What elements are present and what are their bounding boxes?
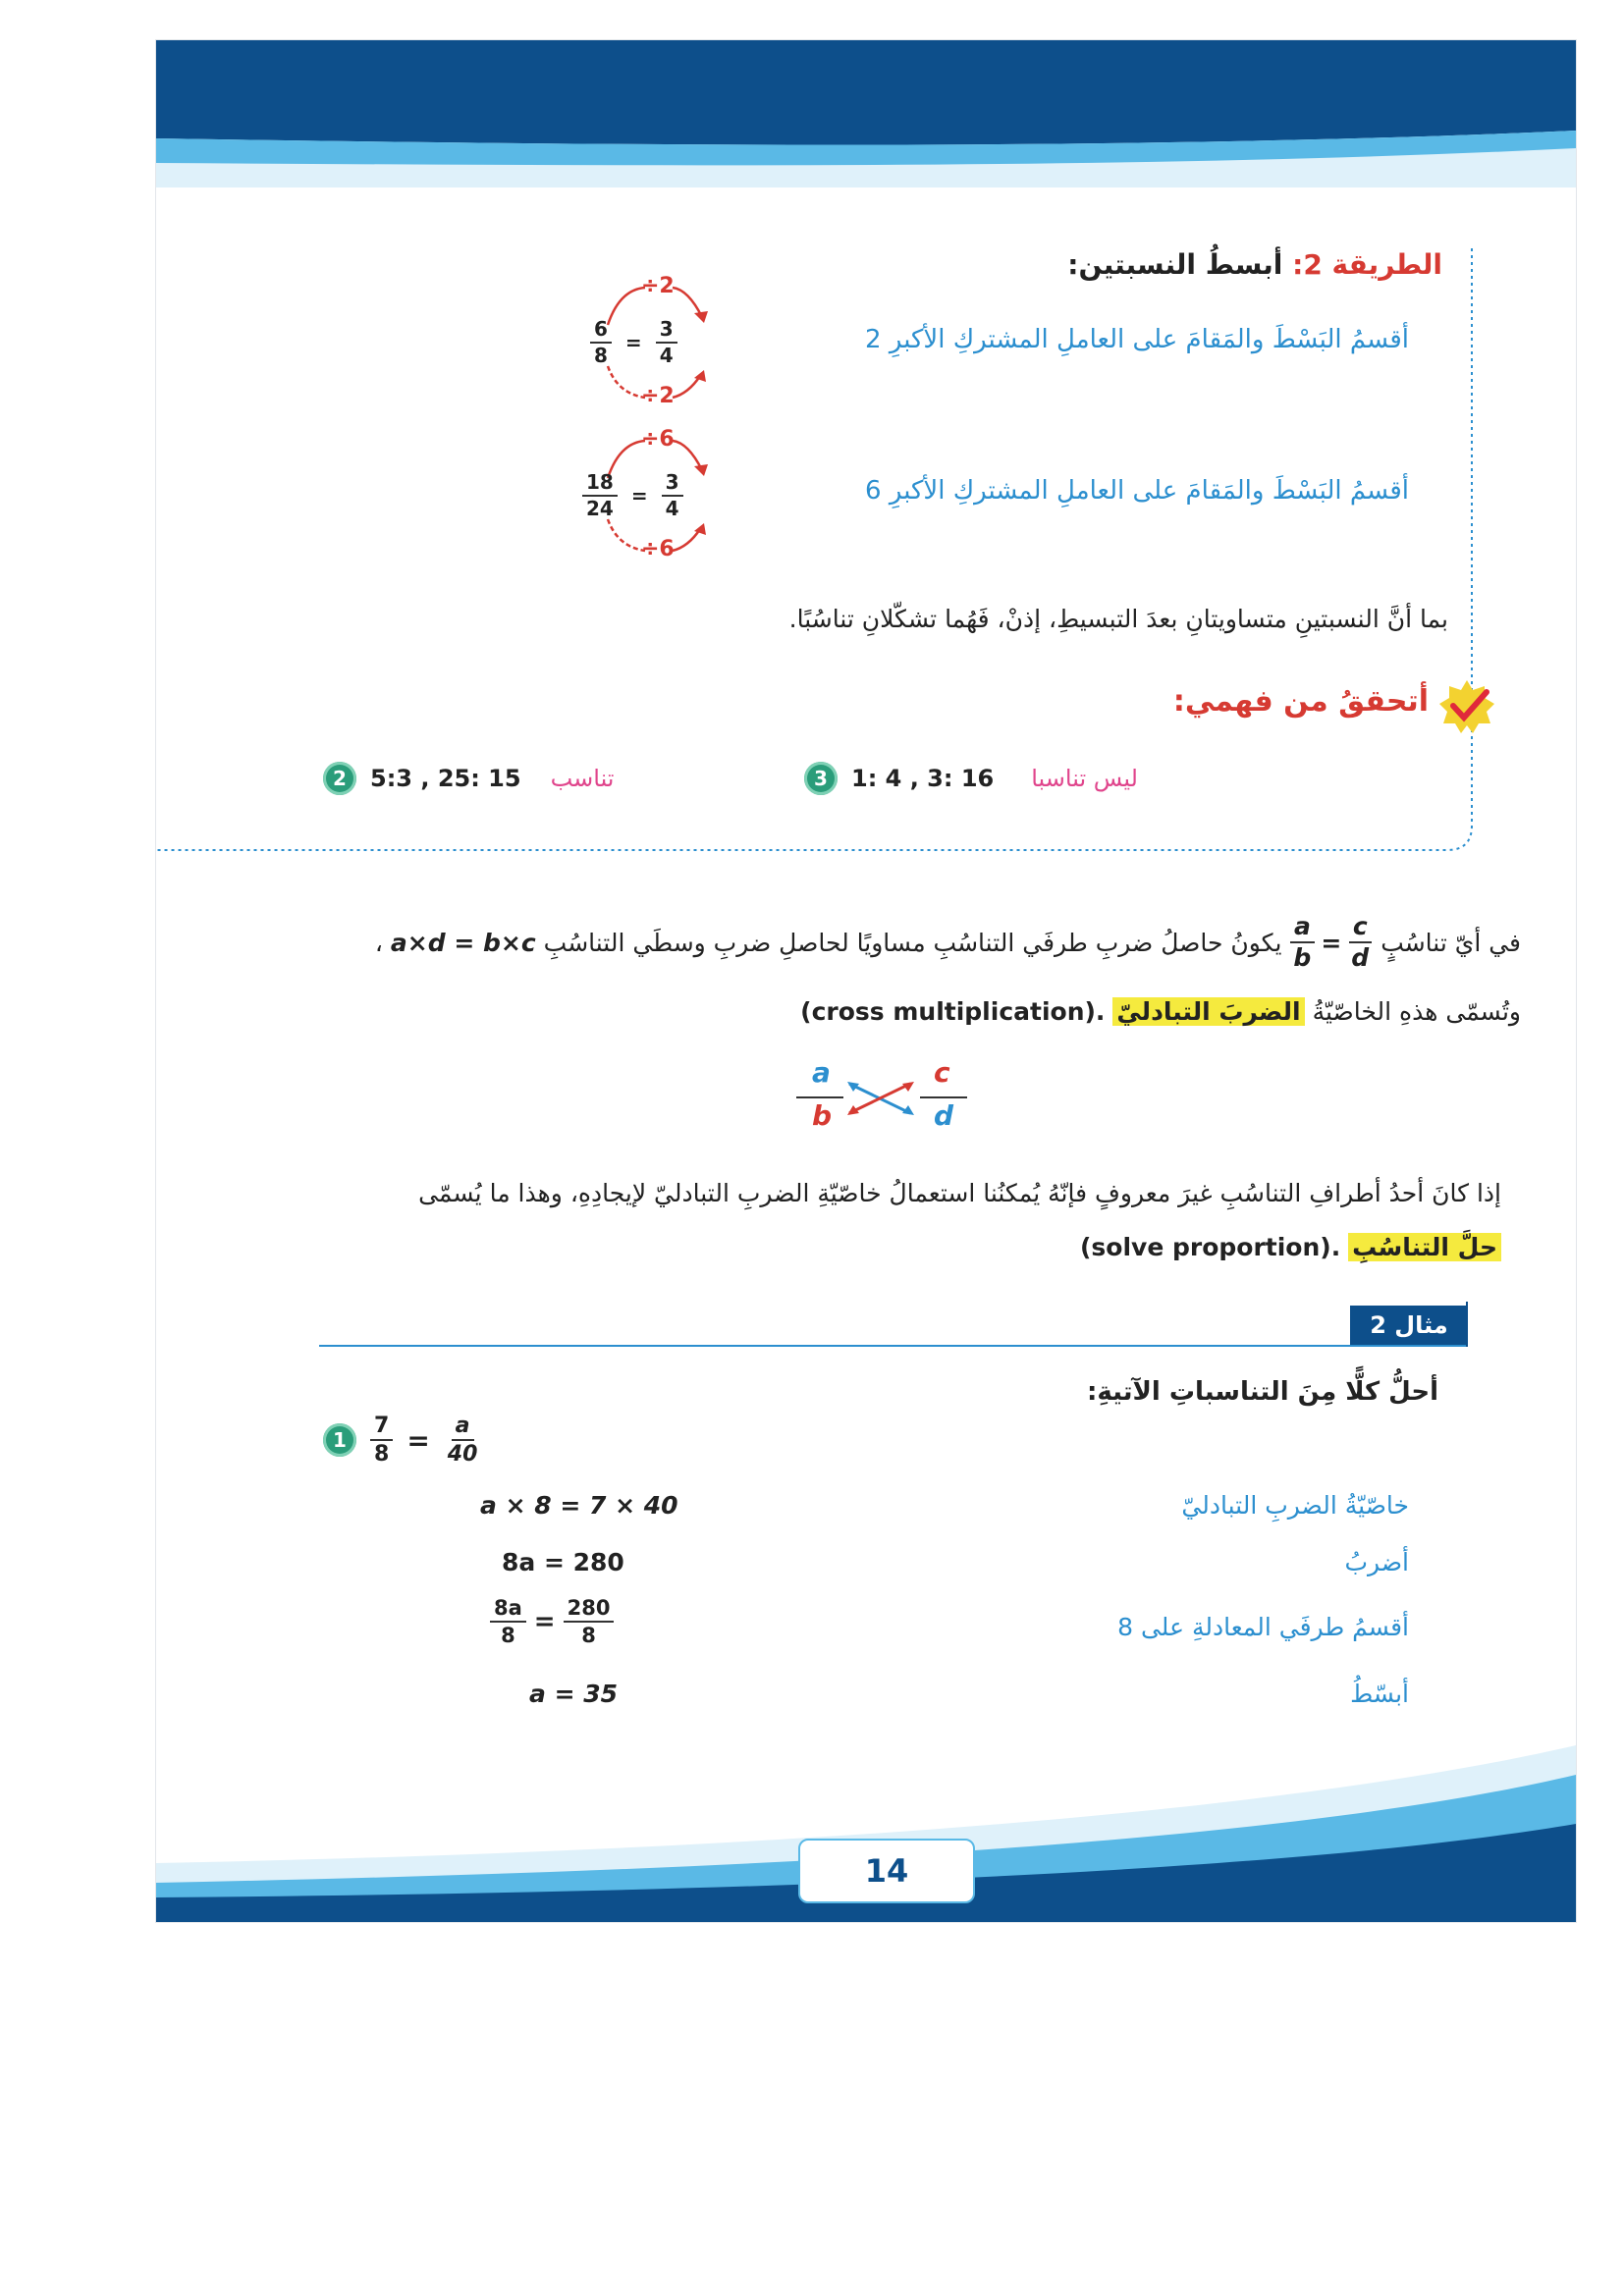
- check-item-2: [323, 762, 615, 795]
- fraction-left-2: $\frac{18}{24}$: [582, 472, 618, 519]
- cross-line-2: [800, 997, 1521, 1026]
- cross-term: الضربَ التبادليّ: [1112, 997, 1304, 1026]
- example-band: [319, 1302, 1576, 1349]
- fraction-right-1: $\frac{3}{4}$: [656, 319, 677, 366]
- problem-fraction-left: $\frac{7}{8}$: [370, 1415, 393, 1466]
- solve-term-en: (solve proportion).: [1079, 1233, 1341, 1261]
- step-label-4: أبسّطُ: [1350, 1680, 1409, 1708]
- cross-text-b: يكونُ حاصلُ ضربِ طرفَي التناسُبِ مساويًا لحاصلِ ضربِ وسطَي التناسُبِ: [543, 928, 1282, 957]
- solve-line-2: [1080, 1233, 1501, 1261]
- fraction-simplify-1: [578, 276, 735, 413]
- check-number-badge: 2: [323, 762, 356, 795]
- check-answer: ليس تناسبا: [1031, 765, 1138, 792]
- check-item-3: [804, 762, 1138, 795]
- step-math-4: a = 35: [529, 1680, 619, 1708]
- fraction-row-2: [582, 472, 683, 519]
- step-math-2: 8a = 280: [502, 1548, 624, 1576]
- check-answer: تناسب: [550, 765, 615, 792]
- fraction-simplify-2: [578, 429, 735, 566]
- page-number: 14: [798, 1839, 975, 1903]
- cross-text-a: في أيّ تناسُبٍ: [1380, 928, 1521, 957]
- example-prompt: أحلُّ كلًّا مِنَ التناسباتِ الآتيةِ:: [1087, 1377, 1438, 1407]
- fraction-c-d: $\frac{c}{d}$: [1347, 914, 1373, 972]
- step-label-2: أضربُ: [1344, 1548, 1409, 1576]
- check-expression: 1: 4 , 3: 16: [851, 765, 995, 792]
- method-title-rest: أبسطُ النسبتين:: [1067, 248, 1283, 281]
- check-expression: 5:3 , 25: 15: [370, 765, 521, 792]
- solve-term: حلَّ التناسُبِ: [1348, 1233, 1501, 1261]
- method-title: [1067, 248, 1442, 281]
- step-fraction-right: $\frac{280}{8}$: [564, 1597, 615, 1646]
- step-label-1: خاصّيّةُ الضربِ التبادليّ: [1181, 1491, 1409, 1520]
- problem-fraction-right: $\frac{a}{40}$: [447, 1414, 478, 1468]
- diagram-c: c: [934, 1056, 950, 1089]
- example-problem: 1 $\frac{7}{8}$ = $\frac{a}{40}$: [323, 1415, 481, 1466]
- cross-product-equation: a×d = b×c: [390, 928, 536, 957]
- step-math-1: a × 8 = 7 × 40: [480, 1491, 678, 1520]
- step-math-3: $\frac{8a}{8}$ = $\frac{280}{8}$: [490, 1597, 614, 1646]
- fraction-left-1: $\frac{6}{8}$: [590, 319, 612, 366]
- cross-diagram: [794, 1056, 991, 1145]
- method-step-1: أقسمُ البَسْطَ والمَقامَ على العاملِ المشتركِ الأكبرِ 2: [865, 325, 1409, 354]
- diagram-a: a: [812, 1056, 831, 1089]
- divide-label-bottom-2: ÷6: [641, 537, 675, 561]
- cross-term-en: (cross multiplication).: [800, 997, 1106, 1026]
- cross-line-1: في أيّ تناسُبٍ $\frac{a}{b}$ = $\frac{c}{d}$ يكونُ حاصلُ ضربِ طرفَي التناسُبِ مساويًا لحاصلِ ضربِ وسطَي التناسُبِ a×d = b×c ،: [374, 912, 1521, 973]
- textbook-page: [155, 39, 1577, 1923]
- fraction-row-1: [590, 319, 677, 366]
- solve-line-1: إذا كانَ أحدُ أطرافِ التناسُبِ غيرَ معروفٍ فإنّهُ يُمكنُنا استعمالُ خاصّيّةِ الضربِ التبادليّ لإيجادِهِ، وهذا ما يُسمّى: [418, 1179, 1501, 1207]
- step-fraction-left: $\frac{8a}{8}$: [490, 1597, 526, 1646]
- method-step-2: أقسمُ البَسْطَ والمَقامَ على العاملِ المشتركِ الأكبرِ 6: [865, 476, 1409, 506]
- check-title: أتحققُ من فهمي:: [1172, 684, 1429, 719]
- check-number-badge: 3: [804, 762, 838, 795]
- divide-label-bottom-1: ÷2: [641, 384, 675, 408]
- divide-label-top-1: ÷2: [641, 274, 675, 298]
- step-label-3: أقسمُ طرفَي المعادلةِ على 8: [1117, 1613, 1409, 1641]
- divide-label-top-2: ÷6: [641, 427, 675, 452]
- fraction-a-b: $\frac{a}{b}$: [1289, 914, 1315, 972]
- proportion-equation: $\frac{a}{b}$ = $\frac{c}{d}$: [1289, 914, 1373, 972]
- diagram-b: b: [812, 1099, 833, 1132]
- fraction-right-2: $\frac{3}{4}$: [662, 472, 683, 519]
- header-band: [156, 40, 1576, 187]
- cross-text-c: وتُسمّى هذهِ الخاصّيّةُ: [1312, 997, 1521, 1026]
- method-conclusion: بما أنَّ النسبتينِ متساويتانِ بعدَ التبسيطِ، إذنْ، فَهُما تشكّلانِ تناسُبًا.: [788, 605, 1448, 633]
- equals-sign: =: [624, 331, 642, 354]
- method-label: الطريقة 2:: [1292, 248, 1442, 281]
- diagram-d: d: [934, 1099, 954, 1132]
- equals-sign: =: [630, 484, 648, 507]
- cross-arrows-icon: [794, 1056, 991, 1145]
- problem-number-badge: 1: [323, 1423, 356, 1457]
- check-badge-icon: [1437, 676, 1496, 735]
- example-label: مثال 2: [1350, 1306, 1468, 1345]
